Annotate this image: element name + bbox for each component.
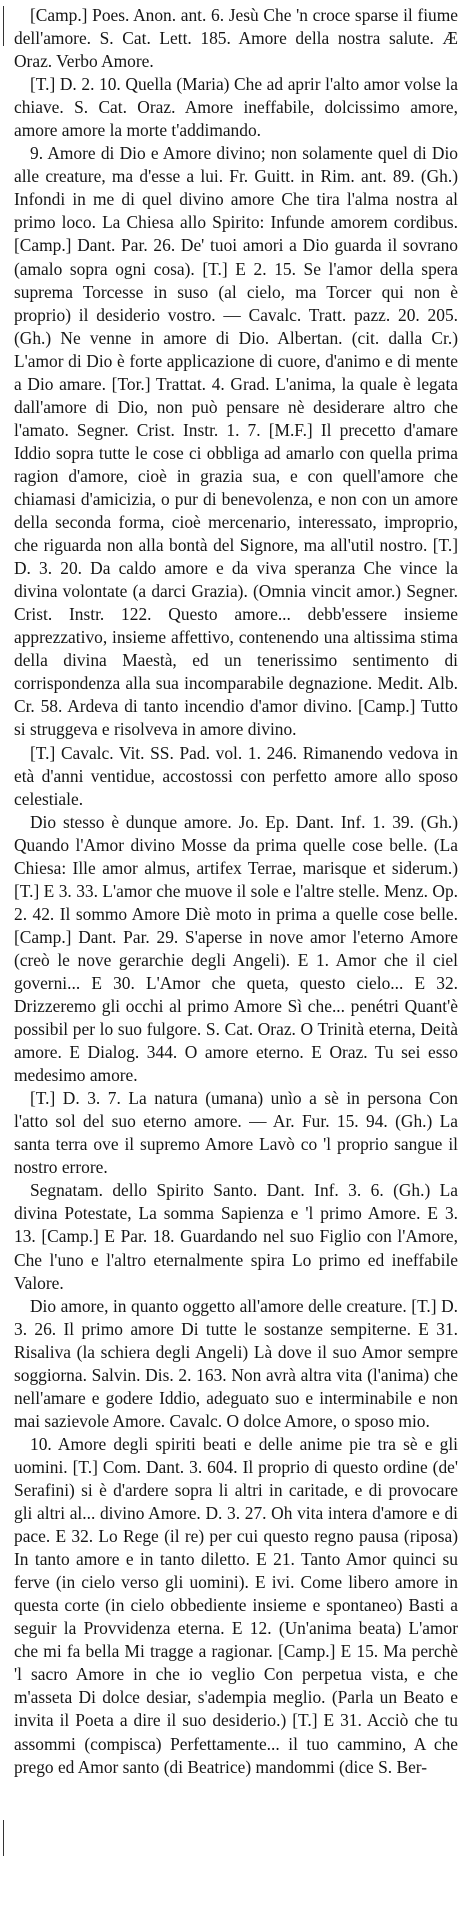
margin-rule [3, 6, 4, 46]
entry-paragraph: [T.] D. 3. 7. La natura (umana) unìo a sè in persona Con l'atto sol del suo eterno amore. — Ar. Fur. 15. 94. (Gh.) La santa terra ove il supremo Amore Lavò co 'l proprio sangue il nostro errore. [14, 1088, 458, 1178]
section-9-paragraph: 9. Amore di Dio e Amore divino; non solamente quel di Dio alle creature, ma d'esse a lui. Fr. Guitt. in Rim. ant. 89. (Gh.) Infondi in me di quel divino amore Che tira l'alma nostra al primo loco. La Chiesa allo Spirito: Infunde amorem cordibus. [Camp.] Dant. Par. 26. De' tuoi amori a Dio guarda il sovrano (amalo sopra ogni cosa). [T.] E 2. 15. Se l'amor della spera suprema Torcesse in suso (al cielo, ma Torcer qui non è proprio) il desiderio vostro. — Cavalc. Tratt. pazz. 20. 205. (Gh.) Ne venne in amore di Dio. Albertan. (cit. dalla Cr.) L'amor di Dio è forte applicazione di cuore, d'animo e di mente a Dio amare. [Tor.] Trattat. 4. Grad. L'anima, la quale è legata dall'amore di Dio, non può pensare nè desiderare altro che l'amato. Segner. Crist. Instr. 1. 7. [M.F.] Il precetto d'amare Iddio sopra tutte le cose ci obbliga ad amarlo con quella prima ragion d'amore, cioè in grazia sua, e con quell'amore che chiamasi d'amicizia, o pur di benevolenza, e non con un amore della seconda forma, cioè mercenario, interessato, improprio, che riguarda non alla bontà del Signore, ma all'util nostro. [T.] D. 3. 20. Da caldo amore e da viva speranza Che vince la divina volontate (a darci Grazia). (Omnia vincit amor.) Segner. Crist. Instr. 122. Questo amore... debb'essere insieme apprezzativo, insieme affettivo, contenendo una altissima stima della divina Maestà, ed un tenerissimo sentimento di corrispondenza alla sua incomparabile degnazione. Medit. Alb. Cr. 58. Ardeva di tanto incendio d'amor divino. [Camp.] Tutto si struggeva e risolveva in amore divino. [14, 143, 458, 740]
entry-paragraph: Dio stesso è dunque amore. Jo. Ep. Dant. Inf. 1. 39. (Gh.) Quando l'Amor divino Mosse da prima quelle cose belle. (La Chiesa: Ille amor almus, artifex Terrae, marisque et siderum.) [T.] E 3. 33. L'amor che muove il sole e l'altre stelle. Menz. Op. 2. 42. Il sommo Amore Diè moto in prima a quelle cose belle. [Camp.] Dant. Par. 29. S'aperse in nove amor l'eterno Amore (creò le nove gerarchie degli Angeli). E 1. Amor che il ciel governi... E 30. L'Amor che queta, questo cielo... E 32. Drizzeremo gli occhi al primo Amore Sì che... penétri Quant'è possibil per lo suo fulgore. S. Cat. Oraz. O Trinità eterna, Deità amore. E Dialog. 344. O amore eterno. E Oraz. Tu sei esso medesimo amore. [14, 811, 458, 1086]
entry-paragraph: Dio amore, in quanto oggetto all'amore delle creature. [T.] D. 3. 26. Il primo amore Di tutte le sostanze sempiterne. E 31. Risaliva (la schiera degli Angeli) Là dove il suo Amor sempre soggiorna. Salvin. Dis. 2. 163. Non avrà altra vita (l'anima) che nell'amare e godere Iddio, adeguato suo e interminabile e non mai sazievole Amore. Cavalc. O dolce Amore, o sposo mio. [14, 1295, 458, 1431]
entry-paragraph: [Camp.] Poes. Anon. ant. 6. Jesù Che 'n croce sparse il fiume dell'amore. S. Cat. Lett. 185. Amore della nostra salute. Æ Oraz. Verbo Amore. [14, 5, 458, 72]
entry-paragraph: [T.] Cavalc. Vit. SS. Pad. vol. 1. 246. Rimanendo vedova in età d'anni ventidue, accostossi con perfetto amore allo sposo celestiale. [14, 742, 458, 809]
entry-paragraph: [T.] D. 2. 10. Quella (Maria) Che ad aprir l'alto amor volse la chiave. S. Cat. Oraz. Amore ineffabile, dolcissimo amore, amore amore la morte t'addimando. [14, 74, 458, 141]
margin-rule [3, 1820, 4, 1856]
entry-paragraph: Segnatam. dello Spirito Santo. Dant. Inf. 3. 6. (Gh.) La divina Potestate, La somma Sapienza e 'l primo Amore. E 3. 13. [Camp.] E Par. 18. Guardando nel suo Figlio con l'Amore, Che l'uno e l'altro eternalmente spira Lo primo ed ineffabile Valore. [14, 1180, 458, 1293]
dictionary-page [14, 4, 458, 1779]
section-10-paragraph: 10. Amore degli spiriti beati e delle anime pie tra sè e gli uomini. [T.] Com. Dant. 3. 604. Il proprio di questo ordine (de' Serafini) si è d'ardere sopra li altri in caritade, e di provocare gli altri al... divino Amore. D. 3. 27. Oh vita intera d'amore e di pace. E 32. Lo Rege (il re) per cui questo regno pausa (riposa) In tanto amore e in tanto diletto. E 21. Tanto Amor quinci su ferve (in cielo verso gli uomini). E ivi. Come libero amore in questa corte (in cielo obbediente insieme e spontaneo) Basti a seguir la Provvidenza eterna. E 12. (Un'anima beata) L'amor che mi fa bella Mi tragge a ragionar. [Camp.] E 15. Ma perchè 'l sacro Amore in che io veglio Con perpetua vista, e che m'asseta Di dolce desiar, s'adempia meglio. (Parla un Beato e invita il Poeta a dire il suo desiderio.) [T.] E 31. Acciò che tu assommi (compisca) Perfettamente... il tuo cammino, A che prego ed Amor santo (di Beatrice) mandommi (dice S. Ber- [14, 1433, 458, 1777]
